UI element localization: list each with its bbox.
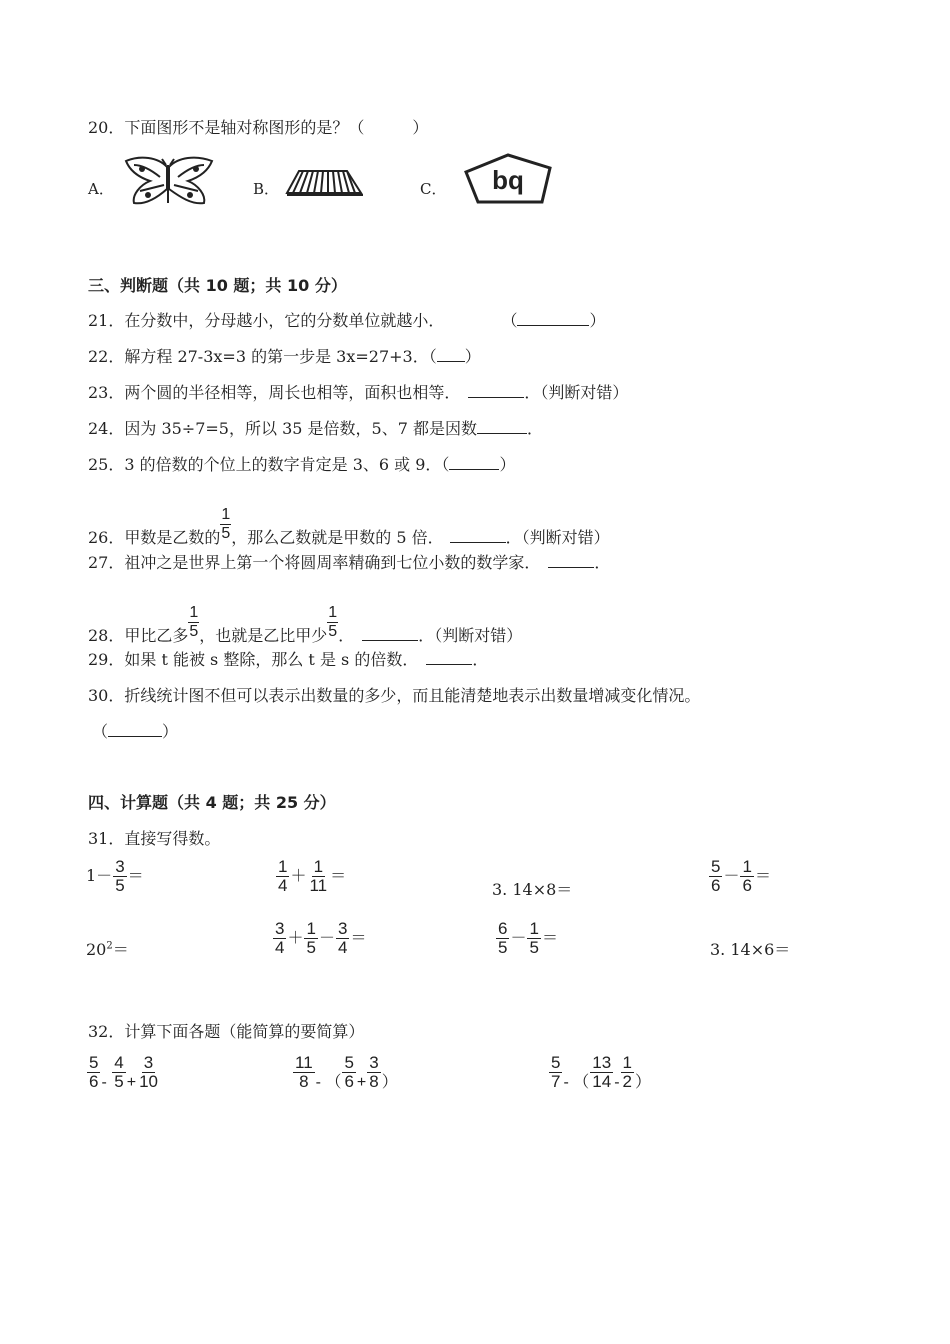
q32-p2-frac1	[293, 1054, 315, 1091]
q31-text: 31．直接写得数。	[88, 829, 221, 848]
q30-close: ）	[162, 722, 179, 741]
frac-den: 6	[89, 1071, 99, 1091]
q25-text: 25．3 的倍数的个位上的数字肯定是 3、6 或 9．（	[88, 455, 450, 474]
q22	[88, 347, 481, 367]
q32-p1-frac3	[137, 1054, 160, 1091]
q28-mid: ，也就是乙比甲少	[199, 626, 328, 646]
frac-den: 6	[711, 875, 721, 895]
q32-problem-1	[86, 1054, 161, 1091]
q32-text: 32．计算下面各题（能简算的要简算）	[88, 1022, 365, 1041]
q22-answer-blank[interactable]	[437, 347, 465, 362]
frac-den: 11	[309, 875, 328, 895]
q31-r1-e4-frac2	[740, 858, 753, 895]
q21-open: （	[501, 311, 518, 330]
q30	[88, 686, 700, 706]
q23	[88, 383, 628, 403]
q28-answer-blank[interactable]	[362, 626, 418, 641]
q30-open: （	[92, 722, 109, 741]
op: －	[510, 927, 527, 947]
paren-close: ）	[634, 1073, 651, 1091]
q24-tail: ．	[526, 419, 543, 438]
q32-p3-frac3	[621, 1054, 634, 1091]
frac-num: 6	[498, 919, 508, 938]
frac-num: 1	[306, 919, 316, 938]
frac-den: 5	[114, 1071, 124, 1091]
q31-r2-e2-frac2	[304, 920, 317, 957]
q31-r1-e1	[86, 858, 144, 895]
q31-r2-e2-frac1	[273, 920, 286, 957]
q21	[88, 311, 606, 331]
eq: ＝	[350, 927, 367, 947]
op: +	[356, 1073, 367, 1091]
q31-r1-e1-frac	[113, 858, 126, 895]
q23-text: 23．两个圆的半径相等，周长也相等，面积也相等．	[88, 383, 461, 402]
eq: ＝	[754, 865, 771, 885]
q27-tail: ．	[594, 553, 611, 572]
op: -	[614, 1073, 620, 1091]
exponent: 2	[106, 940, 113, 952]
q31-r2-e3-frac2	[527, 920, 540, 957]
q31-r2-e3	[495, 920, 558, 957]
frac-num: 5	[344, 1053, 354, 1072]
q23-tail: ．（判断对错）	[524, 383, 629, 402]
q21-text: 21．在分数中，分母越小，它的分数单位就越小．	[88, 311, 445, 330]
q20-option-c-label[interactable]: C．	[420, 180, 447, 198]
q21-close: ）	[589, 311, 606, 330]
q22-close: ）	[464, 347, 481, 366]
q31-r1-e1-a: 1－	[86, 865, 113, 885]
eq: ＝	[112, 940, 129, 959]
frac-den: 4	[275, 937, 285, 957]
frac-den: 4	[278, 875, 288, 895]
frac-num: 4	[114, 1053, 124, 1072]
q28-fraction-2	[327, 604, 338, 640]
q30-answer-blank[interactable]	[108, 722, 162, 737]
eq: ＝	[330, 865, 347, 885]
q31-r2-e3-frac1	[496, 920, 509, 957]
frac-num: 5	[551, 1053, 561, 1072]
frac-num: 1	[742, 857, 752, 876]
q20-text: 20．下面图形不是轴对称图形的是？（ ）	[88, 118, 429, 137]
op: -	[315, 1073, 321, 1091]
frac-den: 5	[306, 937, 316, 957]
q25	[88, 455, 515, 475]
q26-tail: ．（判断对错）	[505, 528, 610, 548]
base: 20	[86, 940, 107, 959]
frac-num: 13	[592, 1053, 612, 1072]
q24	[88, 419, 543, 439]
q30-answer-line	[92, 722, 178, 742]
q32-p3-frac2	[590, 1054, 613, 1091]
q24-answer-blank[interactable]	[477, 419, 527, 434]
op: -	[101, 1073, 107, 1091]
frac-num: 3	[369, 1053, 379, 1072]
paren-open: （	[573, 1073, 590, 1091]
frac-den: 8	[369, 1071, 379, 1091]
paren-open: （	[325, 1073, 342, 1091]
q26-pre: 26．甲数是乙数的	[88, 528, 221, 548]
q28	[88, 604, 523, 646]
frac-den: 5	[529, 937, 539, 957]
q25-answer-blank[interactable]	[449, 455, 499, 470]
q29-text: 29．如果 t 能被 s 整除，那么 t 是 s 的倍数．	[88, 650, 419, 669]
frac-den: 2	[622, 1071, 632, 1091]
frac-den: 5	[115, 875, 125, 895]
op: -	[563, 1073, 569, 1091]
q31-r2-e4: 3. 14×6＝	[710, 940, 791, 959]
pentagon-figure-text: bq	[492, 165, 524, 195]
op: +	[126, 1073, 137, 1091]
q26-frac-num: 1	[221, 506, 231, 523]
q28-frac1-num: 1	[189, 604, 199, 621]
frac-den: 4	[337, 937, 348, 957]
q28-pre: 28．甲比乙多	[88, 626, 189, 646]
frac-num: 1	[529, 919, 539, 938]
frac-num: 5	[89, 1053, 99, 1072]
op: ＋	[290, 865, 307, 885]
q25-close: ）	[499, 455, 516, 474]
frac-den: 5	[498, 937, 508, 957]
op: －	[723, 865, 740, 885]
fan-icon	[285, 165, 365, 199]
q23-answer-blank[interactable]	[468, 383, 524, 398]
q32-p1-frac1	[87, 1054, 100, 1091]
q31-r1-e3: 3. 14×8＝	[492, 880, 573, 899]
frac-den: 14	[592, 1071, 612, 1091]
q29-tail: ．	[472, 650, 489, 669]
frac-den: 10	[139, 1071, 158, 1091]
op: －	[318, 927, 335, 947]
q27-text: 27．祖冲之是世界上第一个将圆周率精确到七位小数的数学家．	[88, 553, 541, 572]
frac-num: 3	[143, 1053, 154, 1072]
frac-den: 7	[551, 1071, 561, 1091]
q26-fraction	[220, 506, 231, 542]
frac-num: 3	[115, 857, 125, 876]
q20-option-a-label[interactable]: A．	[88, 180, 114, 198]
q20-option-b-label[interactable]: B．	[253, 180, 280, 198]
q27-answer-blank[interactable]	[548, 553, 594, 568]
q26-answer-blank[interactable]	[450, 528, 506, 543]
q32-p2-frac3	[367, 1054, 380, 1091]
q28-frac1-den: 5	[189, 622, 199, 640]
q26	[88, 506, 610, 548]
q26-frac-den: 5	[221, 524, 231, 542]
frac-num: 1	[622, 1053, 632, 1072]
q28-tail: ．（判断对错）	[418, 626, 523, 646]
q26-post: ，那么乙数就是甲数的 5 倍．	[231, 528, 444, 548]
frac-num: 1	[278, 857, 288, 876]
q32-problem-2	[292, 1054, 398, 1091]
q29-answer-blank[interactable]	[426, 650, 472, 665]
frac-num: 5	[711, 857, 721, 876]
q32-p2-frac2	[342, 1054, 355, 1091]
q31-r1-e1-eq: ＝	[127, 865, 144, 885]
q31-r1-e4-frac1	[709, 858, 722, 895]
q31-r1-e4	[708, 858, 771, 895]
butterfly-icon	[120, 155, 218, 209]
q21-answer-blank[interactable]	[517, 311, 589, 326]
frac-den: 6	[742, 875, 752, 895]
q31-r2-e2	[272, 920, 366, 957]
frac-num: 3	[337, 919, 348, 938]
q28-frac2-num: 1	[328, 604, 338, 621]
paren-close: ）	[381, 1073, 398, 1091]
q28-post: ．	[338, 626, 355, 646]
section3-heading: 三、判断题（共 10 题；共 10 分）	[88, 276, 347, 295]
frac-num: 1	[313, 857, 324, 876]
frac-num: 3	[275, 919, 285, 938]
q28-frac2-den: 5	[328, 622, 338, 640]
q31-r2-e2-frac3	[336, 920, 349, 957]
q32-p1-frac2	[112, 1054, 125, 1091]
q22-text: 22．解方程 27-3x=3 的第一步是 3x=27+3．（	[88, 347, 437, 366]
op: ＋	[287, 927, 304, 947]
eq: ＝	[541, 927, 558, 947]
q27	[88, 553, 610, 573]
section4-heading: 四、计算题（共 4 题；共 25 分）	[88, 793, 336, 812]
q32-problem-3	[548, 1054, 651, 1091]
frac-num: 11	[295, 1053, 313, 1072]
frac-den: 6	[344, 1071, 354, 1091]
q31-r1-e2-frac1	[276, 858, 289, 895]
q29	[88, 650, 488, 670]
frac-den: 8	[299, 1071, 309, 1091]
q32-p3-frac1	[549, 1054, 562, 1091]
q30-text: 30．折线统计图不但可以表示出数量的多少，而且能清楚地表示出数量增减变化情况。	[88, 686, 701, 705]
q31-r1-e2	[275, 858, 346, 895]
q28-fraction-1	[188, 604, 199, 640]
pentagon-bq-icon	[462, 152, 554, 206]
q31-r1-e2-frac2	[307, 858, 329, 895]
q24-text: 24．因为 35÷7=5，所以 35 是倍数，5、7 都是因数	[88, 419, 477, 438]
q31-r2-e1	[86, 937, 129, 960]
